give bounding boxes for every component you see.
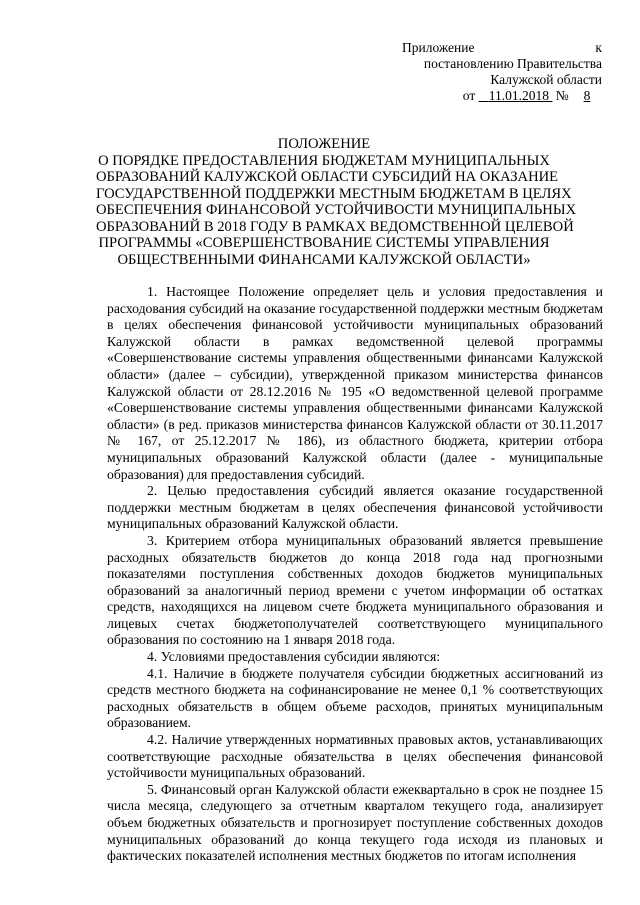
paragraph-1: 1. Настоящее Положение определяет цель и условия предоставления и расходования субсидий на оказание государственной поддержки местным бюджетам в целях обеспечения финансовой устойчивости муниципальных образований Калужской области в рамках ведомственной целевой программы «Совершенствование системы управления общественными финансами Калужской области» (далее – субсидии), утвержденной приказом министерства финансов Калужской области от 28.12.2016 № 195 «О ведомственной целевой программе «Совершенствование системы управления общественными финансами Калужской области» (в ред. приказов министерства финансов Калужской области от 30.11.2017 № 167, от 25.12.2017 № 186), из областного бюджета, критерии отбора муниципальных образований Калужской области (далее - муниципальные образования) для предоставления субсидий. xyxy=(107,284,603,482)
document-body xyxy=(107,284,603,865)
paragraph-4-1: 4.1. Наличие в бюджете получателя субсидии бюджетных ассигнований из средств местного бюджета на софинансирование не менее 0,1 % соответствующих расходных обязательств в общем объеме расходов, принятых муниципальным образованием. xyxy=(107,665,603,731)
title-line-8: ОБЩЕСТВЕННЫМИ ФИНАНСАМИ КАЛУЖСКОЙ ОБЛАСТИ» xyxy=(117,251,531,268)
paragraph-5: 5. Финансовый орган Калужской области ежеквартально в срок не позднее 15 числа месяца, следующего за отчетным кварталом текущего года, анализирует объем бюджетных обязательств и прогнозирует поступление собственных доходов муниципальных образований до конца текущего года исходя из плановых и фактических показателей исполнения местных бюджетов по итогам исполнения xyxy=(107,781,603,864)
annex-date-prefix: от xyxy=(462,88,476,103)
annex-line-3: Калужской области xyxy=(490,72,602,87)
annex-header xyxy=(402,40,602,104)
paragraph-4-2: 4.2. Наличие утвержденных нормативных правовых актов, устанавливающих соответствующие расходные обязательства в целях обеспечения финансовой устойчивости муниципальных образований. xyxy=(107,732,603,781)
title-line-1: ПОЛОЖЕНИЕ xyxy=(277,136,371,152)
annex-number-sign: № xyxy=(555,88,569,103)
paragraph-4: 4. Условиями предоставления субсидии являются: xyxy=(147,649,441,665)
annex-line-1: Приложение к xyxy=(402,40,602,55)
paragraph-2: 2. Целью предоставления субсидий является оказание государственной поддержки местным бюджетам в целях обеспечения финансовой устойчивости муниципальных образований Калужской области. xyxy=(107,483,603,532)
title-line-2: О ПОРЯДКЕ ПРЕДОСТАВЛЕНИЯ БЮДЖЕТАМ МУНИЦИПАЛЬНЫХ xyxy=(98,152,550,169)
paragraph-3: 3. Критерием отбора муниципальных образований является превышение расходных обязательств бюджетов до конца 2018 года над прогнозными показателями поступления собственных доходов бюджетов муниципальных образований за аналогичный период времени с учетом информации об остатках средств, находящихся на лицевом счете бюджета муниципального образования и лицевых счетах бюджетополучателей соответствующего муниципального образования по состоянию на 1 января 2018 года. xyxy=(107,532,603,648)
annex-date xyxy=(479,88,553,103)
document-title xyxy=(96,136,577,268)
title-line-5: ОБЕСПЕЧЕНИЯ ФИНАНСОВОЙ УСТОЙЧИВОСТИ МУНИЦИПАЛЬНЫХ xyxy=(96,202,577,218)
title-line-3: ОБРАЗОВАНИЙ КАЛУЖСКОЙ ОБЛАСТИ СУБСИДИЙ НА ОКАЗАНИЕ xyxy=(96,169,559,185)
annex-date-value: 11.01.2018 xyxy=(488,88,549,103)
annex-line-2: постановлению Правительства xyxy=(423,56,602,71)
title-line-6: ОБРАЗОВАНИЙ В 2018 ГОДУ В РАМКАХ ВЕДОМСТВЕННОЙ ЦЕЛЕВОЙ xyxy=(96,218,574,235)
title-line-4: ГОСУДАРСТВЕННОЙ ПОДДЕРЖКИ МЕСТНЫМ БЮДЖЕТАМ В ЦЕЛЯХ xyxy=(96,185,572,202)
annex-number: 8 xyxy=(583,88,591,103)
annex-date-line xyxy=(402,88,602,104)
title-line-7: ПРОГРАММЫ «СОВЕРШЕНСТВОВАНИЕ СИСТЕМЫ УПРАВЛЕНИЯ xyxy=(98,235,550,251)
